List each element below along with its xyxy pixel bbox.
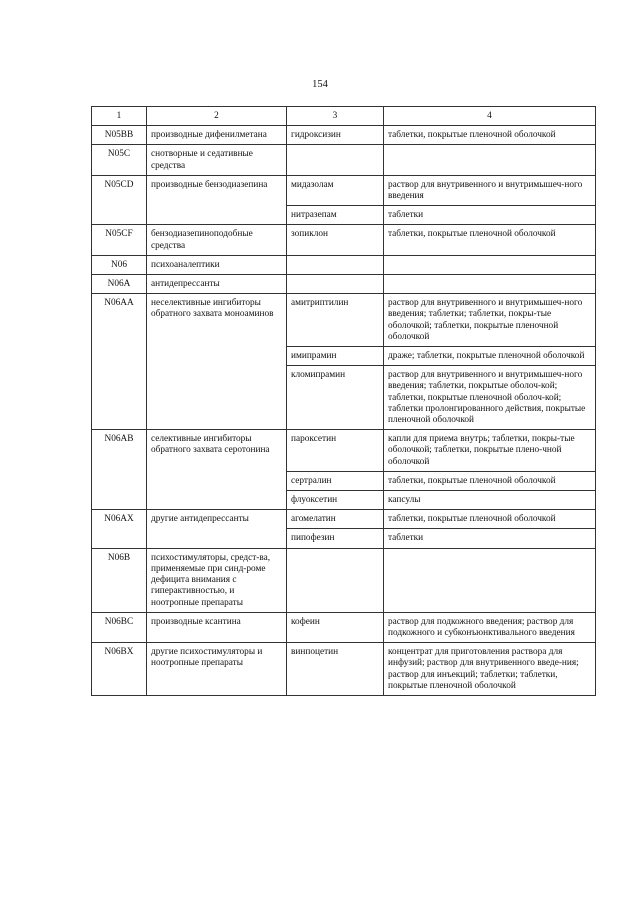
group-name: производные дифенилметана: [147, 126, 287, 145]
table-row: [92, 510, 596, 529]
drug-name: кломипрамин: [287, 366, 384, 430]
page-number: 154: [312, 79, 328, 90]
drug-table: [91, 106, 596, 696]
drug-name: зопиклон: [287, 225, 384, 255]
drug-name: амитриптилин: [287, 294, 384, 347]
dosage-form: [384, 145, 596, 175]
dosage-form: таблетки, покрытые пленочной оболочкой: [384, 471, 596, 490]
group-name: другие психостимуляторы и ноотропные препараты: [147, 643, 287, 696]
dosage-form: концентрат для приготовления раствора для инфузий; раствор для внутривенного введе-ния; раствор для инъекций; таблетки; таблетки, покрытые пленочной оболочкой: [384, 643, 596, 696]
drug-name: нитразепам: [287, 206, 384, 225]
dosage-form: [384, 275, 596, 294]
drug-name: пипофезин: [287, 529, 384, 548]
table-row: [92, 275, 596, 294]
dosage-form: [384, 548, 596, 612]
atc-code: N06AB: [92, 430, 147, 510]
drug-name: имипрамин: [287, 347, 384, 366]
dosage-form: раствор для внутривенного и внутримышеч-ного введения; таблетки, покрытые оболоч-кой; таблетки, покрытые пленочной оболоч-кой; таблетки пролонгированного действия, покрытые пленочной оболочкой: [384, 366, 596, 430]
group-name: антидепрессанты: [147, 275, 287, 294]
table-row: [92, 612, 596, 642]
table-row: [92, 225, 596, 255]
atc-code: N06BX: [92, 643, 147, 696]
dosage-form: таблетки, покрытые пленочной оболочкой: [384, 225, 596, 255]
atc-code: N06A: [92, 275, 147, 294]
drug-name: пароксетин: [287, 430, 384, 472]
header-col-2: 2: [147, 107, 287, 126]
header-col-3: 3: [287, 107, 384, 126]
group-name: производные бензодиазепина: [147, 175, 287, 225]
atc-code: N06: [92, 255, 147, 274]
drug-name: винпоцетин: [287, 643, 384, 696]
group-name: производные ксантина: [147, 612, 287, 642]
dosage-form: [384, 255, 596, 274]
drug-name: гидроксизин: [287, 126, 384, 145]
dosage-form: капли для приема внутрь; таблетки, покры-тые оболочкой; таблетки, покрытые плено-чной оболочкой: [384, 430, 596, 472]
group-name: психоаналептики: [147, 255, 287, 274]
drug-name: мидазолам: [287, 175, 384, 205]
table-row: [92, 643, 596, 696]
drug-name: [287, 255, 384, 274]
table-row: [92, 255, 596, 274]
dosage-form: капсулы: [384, 491, 596, 510]
atc-code: N06AA: [92, 294, 147, 430]
drug-name: [287, 548, 384, 612]
drug-name: [287, 145, 384, 175]
dosage-form: таблетки: [384, 529, 596, 548]
drug-name: сертралин: [287, 471, 384, 490]
dosage-form: раствор для внутривенного и внутримышеч-ного введения: [384, 175, 596, 205]
drug-name: агомелатин: [287, 510, 384, 529]
group-name: селективные ингибиторы обратного захвата серотонина: [147, 430, 287, 510]
drug-name: флуоксетин: [287, 491, 384, 510]
group-name: психостимуляторы, средст-ва, применяемые при синд-роме дефицита внимания с гиперактивностью, и ноотропные препараты: [147, 548, 287, 612]
group-name: бензодиазепиноподобные средства: [147, 225, 287, 255]
drug-name: кофеин: [287, 612, 384, 642]
atc-code: N06BC: [92, 612, 147, 642]
dosage-form: раствор для подкожного введения; раствор для подкожного и субконъюнктивального введения: [384, 612, 596, 642]
table-row: [92, 430, 596, 472]
table-row: [92, 145, 596, 175]
table-row: [92, 126, 596, 145]
group-name: снотворные и седативные средства: [147, 145, 287, 175]
atc-code: N05C: [92, 145, 147, 175]
table-row: [92, 294, 596, 347]
header-col-1: 1: [92, 107, 147, 126]
dosage-form: таблетки, покрытые пленочной оболочкой: [384, 126, 596, 145]
atc-code: N06AX: [92, 510, 147, 548]
header-row: [92, 107, 596, 126]
dosage-form: раствор для внутривенного и внутримышеч-ного введения; таблетки; таблетки, покры-тые оболочкой; таблетки, покрытые пленочной оболочкой: [384, 294, 596, 347]
group-name: другие антидепрессанты: [147, 510, 287, 548]
dosage-form: таблетки: [384, 206, 596, 225]
atc-code: N05BB: [92, 126, 147, 145]
group-name: неселективные ингибиторы обратного захвата моноаминов: [147, 294, 287, 430]
header-col-4: 4: [384, 107, 596, 126]
dosage-form: таблетки, покрытые пленочной оболочкой: [384, 510, 596, 529]
atc-code: N06B: [92, 548, 147, 612]
table-row: [92, 548, 596, 612]
atc-code: N05CD: [92, 175, 147, 225]
table-row: [92, 175, 596, 205]
drug-name: [287, 275, 384, 294]
dosage-form: драже; таблетки, покрытые пленочной оболочкой: [384, 347, 596, 366]
atc-code: N05CF: [92, 225, 147, 255]
